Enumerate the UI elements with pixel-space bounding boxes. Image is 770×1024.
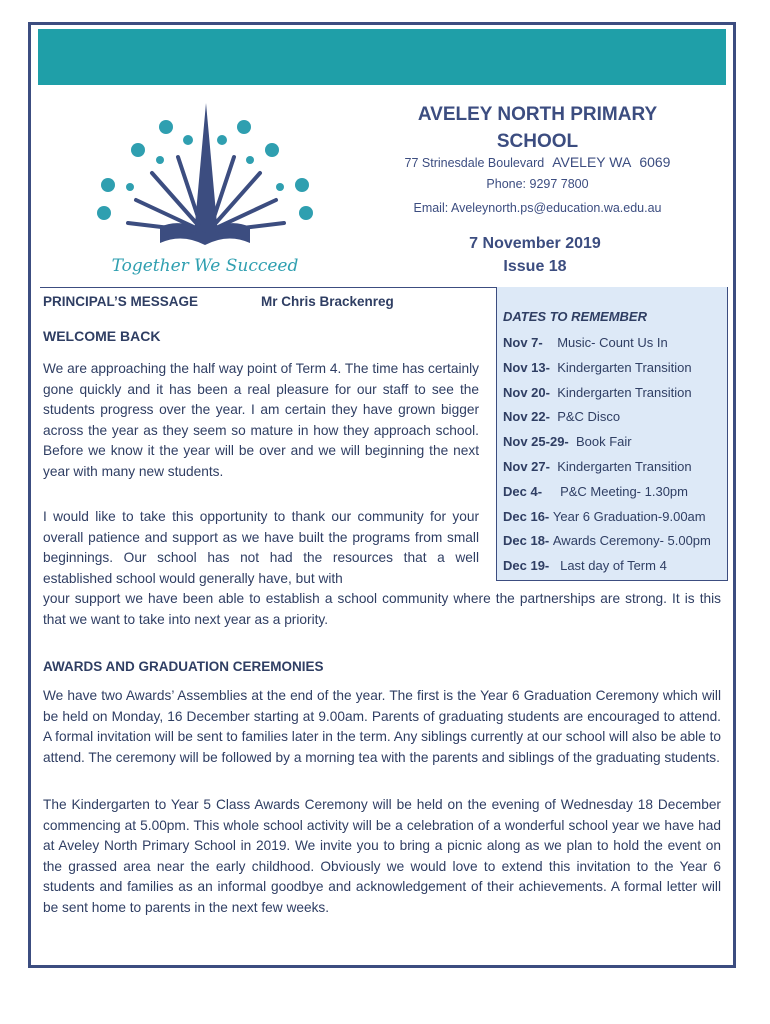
date-label: Dec 4-	[503, 484, 543, 499]
date-event: Year 6 Graduation-9.00am	[552, 509, 706, 524]
issue-info	[405, 232, 665, 278]
principal-heading	[43, 294, 394, 309]
postcode: 6069	[639, 154, 671, 170]
date-event: Kindergarten Transition	[557, 385, 692, 400]
dates-to-remember-box	[496, 287, 728, 581]
date-event: Music- Count Us In	[557, 335, 668, 350]
street: 77 Strinesdale Boulevard	[404, 156, 545, 170]
date-label: Dec 16-	[503, 509, 550, 524]
date-item	[503, 459, 692, 474]
principal-name: Mr Chris Brackenreg	[261, 294, 394, 309]
school-email: Email: Aveleynorth.ps@education.wa.edu.au	[413, 201, 662, 215]
date-event: Kindergarten Transition	[557, 459, 692, 474]
school-phone: Phone: 9297 7800	[486, 177, 589, 191]
school-tagline: Together We Succeed	[111, 256, 299, 276]
newsletter-date: 7 November 2019	[469, 235, 601, 252]
header-banner	[38, 29, 726, 85]
date-event: P&C Disco	[557, 409, 621, 424]
awards-paragraph-1: We have two Awards’ Assemblies at the end of the year. The first is the Year 6 Graduation Ceremony which will be held on Monday, 16 December starting at 9.00am. Parents of graduating students are encouraged to attend. A formal invitation will be sent to families later in the term. Any siblings currently at our school will also be able to attend. The ceremony will be followed by a morning tea with the parents and siblings of the graduating students.	[43, 688, 721, 765]
date-event: Kindergarten Transition	[557, 360, 692, 375]
welcome-back-heading: WELCOME BACK	[43, 328, 161, 344]
dates-title: DATES TO REMEMBER	[503, 309, 647, 324]
principal-paragraph-3: your support we have been able to establish a school community where the partnerships are strong. It is this that we want to take into next year as a priority.	[43, 591, 721, 627]
date-item	[503, 385, 692, 400]
awards-paragraph-2: The Kindergarten to Year 5 Class Awards Ceremony will be held on the evening of Wednesday 18 December commencing at 5.00pm. This whole school activity will be a celebration of a wonderful school year we have had at Aveley North Primary School in 2019. We invite you to bring a picnic along as we plan to hold the event on the grassed area near the early childhood. Obviously we would love to extend this invitation to the Year 6 students and families as an informal goodbye and acknowledgement of their achievements. A formal letter will be sent home to parents in the next few weeks.	[43, 797, 721, 915]
school-logo-icon	[90, 95, 320, 280]
date-item	[503, 509, 706, 524]
date-label: Nov 22-	[503, 409, 550, 424]
school-address	[385, 154, 690, 170]
date-event: Book Fair	[575, 434, 632, 449]
principal-message-title: PRINCIPAL’S MESSAGE	[43, 294, 199, 309]
date-item	[503, 533, 711, 548]
date-event: P&C Meeting- 1.30pm	[560, 484, 688, 499]
school-name: AVELEY NORTH PRIMARY SCHOOL	[417, 104, 658, 152]
date-item	[503, 409, 620, 424]
date-label: Nov 27-	[503, 459, 550, 474]
date-event: Last day of Term 4	[560, 558, 667, 573]
date-item	[503, 484, 688, 499]
date-item	[503, 360, 692, 375]
date-label: Dec 19-	[503, 558, 550, 573]
date-label: Nov 7-	[503, 335, 543, 350]
date-label: Nov 25-29-	[503, 434, 569, 449]
principal-paragraph-2: I would like to take this opportunity to thank our community for your overall patience and support as we have built the programs from small beginnings. Our school has not had the resources that a well established school would generally have, but with	[43, 509, 479, 586]
city: AVELEY WA	[552, 154, 632, 170]
date-item	[503, 558, 667, 573]
date-item	[503, 434, 632, 449]
issue-number: Issue 18	[503, 258, 567, 275]
date-label: Nov 20-	[503, 385, 550, 400]
date-label: Nov 13-	[503, 360, 550, 375]
date-item	[503, 335, 668, 350]
date-label: Dec 18-	[503, 533, 550, 548]
principal-paragraph-1: We are approaching the half way point of Term 4. The time has certainly gone quickly and it has been a real pleasure for our staff to see the students progress over the year. I am certain they have grown bigger across the year as they seem so mature in how they approach school. Before we know it the year will be over and we will beginning the next year with many new students.	[43, 361, 479, 479]
date-event: Awards Ceremony- 5.00pm	[552, 533, 711, 548]
awards-heading: AWARDS AND GRADUATION CEREMONIES	[43, 659, 324, 674]
